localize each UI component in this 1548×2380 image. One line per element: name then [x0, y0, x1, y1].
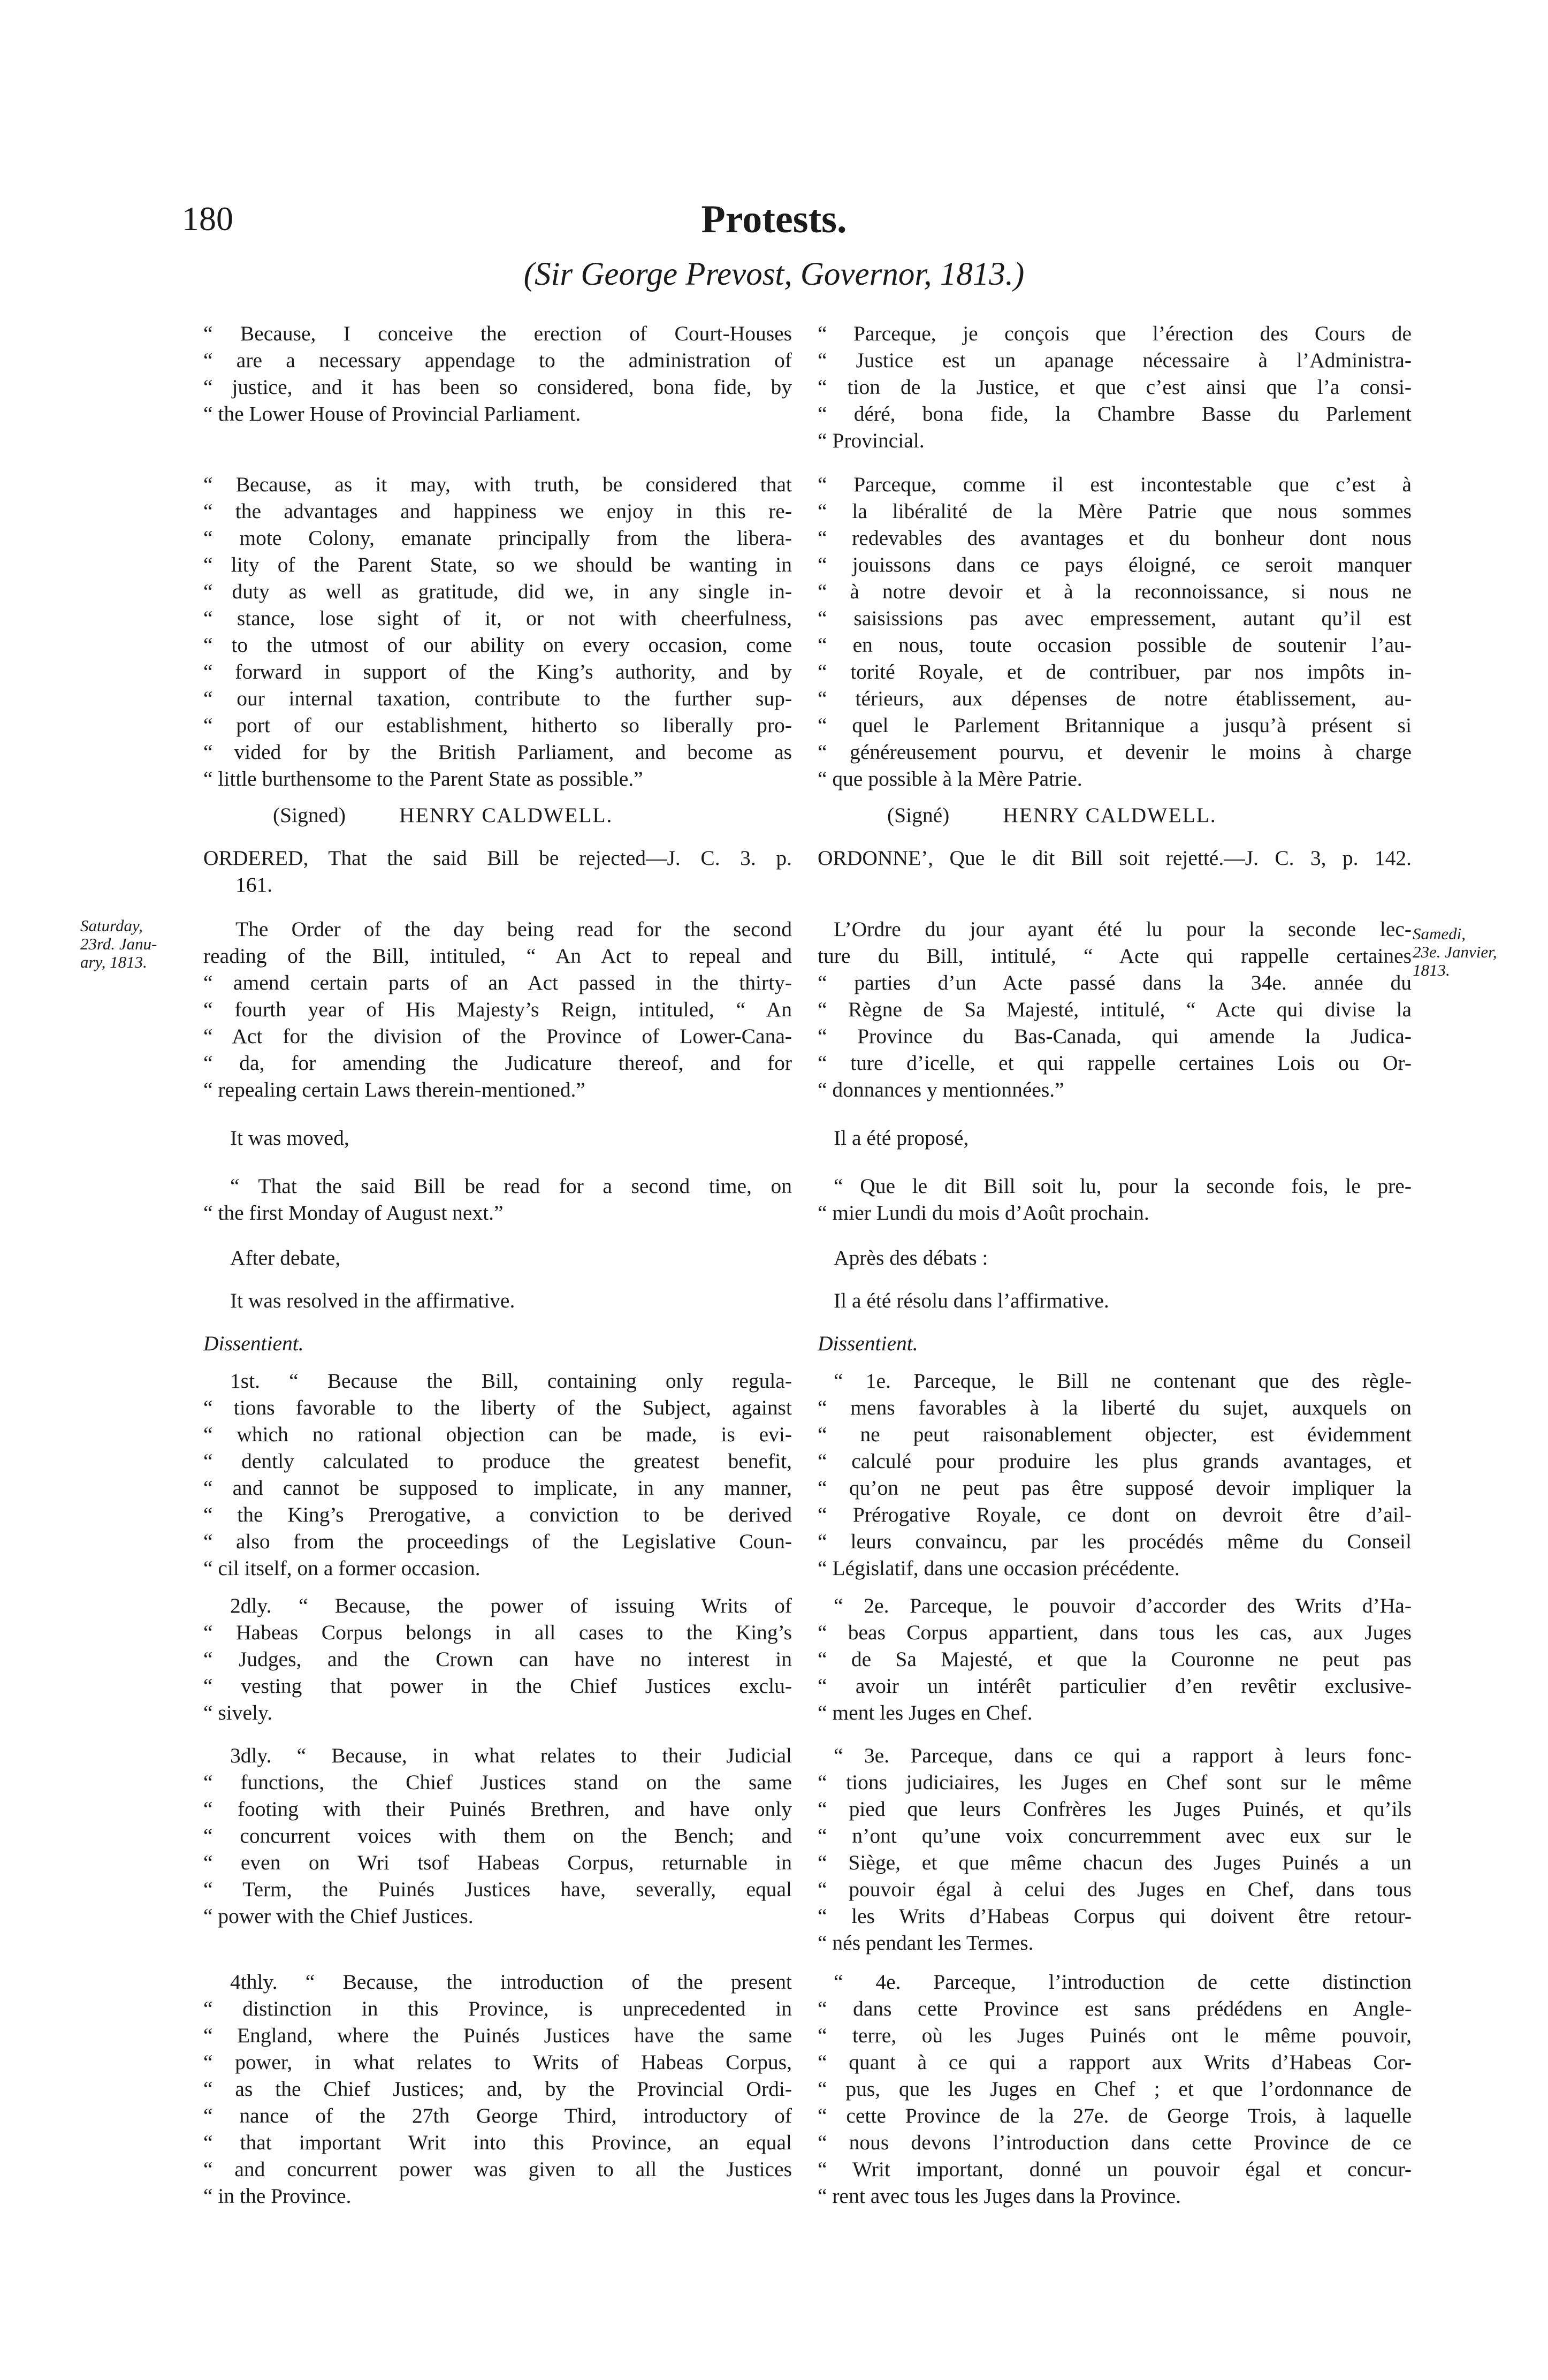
text-line: “ en nous, toute occasion possible de soutenir l’au- — [818, 633, 1412, 657]
text-line: “ la libéralité de la Mère Patrie que nous sommes — [818, 499, 1412, 523]
signatory-name: HENRY CALDWELL. — [1003, 803, 1217, 827]
text-line: “ and concurrent power was given to all the Justices — [203, 2157, 792, 2181]
french-reason-first — [818, 1367, 1412, 1581]
text-line: “ pied que leurs Confrères les Juges Puinés, et qu’ils — [818, 1797, 1412, 1821]
french-column — [818, 320, 1412, 2208]
text-line: “ Prérogative Royale, ce dont on devroit être d’ail- — [818, 1503, 1412, 1526]
text-line: “ That the said Bill be read for a second time, on — [230, 1174, 792, 1198]
french-order-of-day — [818, 916, 1412, 1103]
text-line: “ Parceque, comme il est incontestable que c’est à — [818, 473, 1412, 496]
text-line: “ tions favorable to the liberty of the Subject, against — [203, 1396, 792, 1419]
text-line: “ saisissions pas avec empressement, autant qu’il est — [818, 606, 1412, 630]
text-line: “ vesting that power in the Chief Justices exclu- — [203, 1674, 792, 1698]
text-line: 1st. “ Because the Bill, containing only regula- — [230, 1369, 792, 1393]
text-line: “ n’ont qu’une voix concurremment avec eux sur le — [818, 1824, 1412, 1847]
text-line: “ are a necessary appendage to the administration of — [203, 348, 792, 372]
text-line: 4thly. “ Because, the introduction of the present — [230, 1970, 792, 1994]
text-line: “ Judges, and the Crown can have no interest in — [203, 1647, 792, 1671]
text-line: “ Act for the division of the Province of Lower-Cana- — [203, 1024, 792, 1048]
french-ordered — [818, 845, 1412, 871]
french-signature — [818, 802, 1412, 828]
english-moved: It was moved, — [230, 1126, 349, 1150]
text-line: “ quel le Parlement Britannique a jusqu’à présent si — [818, 713, 1412, 737]
text-line: “ 2e. Parceque, le pouvoir d’accorder des Writs d’Ha- — [834, 1594, 1412, 1617]
text-line: ORDERED, That the said Bill be rejected—J. C. 3. p. — [203, 846, 792, 870]
text-line: “ Que le dit Bill soit lu, pour la seconde fois, le pre- — [834, 1174, 1412, 1198]
text-line: “ mens favorables à la liberté du sujet, auxquels on — [818, 1396, 1412, 1419]
running-head: Protests. — [701, 197, 847, 241]
text-line: “ déré, bona fide, la Chambre Basse du Parlement — [818, 402, 1412, 425]
text-line: “ généreusement pourvu, et devenir le moins à charge — [818, 740, 1412, 764]
text-line: “ Parceque, je conçois que l’érection des Cours de — [818, 322, 1412, 345]
text-line: “ lity of the Parent State, so we should be wanting in — [203, 553, 792, 576]
text-line: “ quant à ce qui a rapport aux Writs d’Habeas Cor- — [818, 2050, 1412, 2074]
text-line: “ Because, as it may, with truth, be considered that — [203, 473, 792, 496]
english-debate: After debate, — [230, 1246, 341, 1269]
text-line: “ power, in what relates to Writs of Habeas Corpus, — [203, 2050, 792, 2074]
french-motion — [818, 1173, 1412, 1226]
text-line: The Order of the day being read for the second — [235, 917, 792, 941]
french-dissentient: Dissentient. — [818, 1332, 918, 1355]
text-line: “ Because, I conceive the erection of Court-Houses — [203, 322, 792, 345]
text-line: “ in the Province. — [203, 2184, 352, 2208]
text-line: “ justice, and it has been so considered, bona fide, by — [203, 375, 792, 399]
text-line: “ donnances y mentionnées.” — [818, 1078, 1064, 1101]
text-line: ORDONNE’, Que le dit Bill soit rejetté.—J. C. 3, p. 142. — [818, 846, 1412, 870]
page-number: 180 — [182, 200, 233, 238]
text-line: “ nés pendant les Termes. — [818, 1931, 1034, 1955]
text-line: “ Habeas Corpus belongs in all cases to the King’s — [203, 1621, 792, 1644]
text-line: “ 3e. Parceque, dans ce qui a rapport à leurs fonc- — [834, 1744, 1412, 1767]
text-line: “ da, for amending the Judicature thereof, and for — [203, 1051, 792, 1075]
english-paragraph-court-houses — [203, 320, 792, 427]
text-line: “ à notre devoir et à la reconnoissance, si nous ne — [818, 580, 1412, 603]
text-line: “ ture d’icelle, et qui rappelle certaines Lois ou Or- — [818, 1051, 1412, 1075]
text-line: “ the first Monday of August next.” — [203, 1201, 504, 1225]
text-line: “ mier Lundi du mois d’Août prochain. — [818, 1201, 1149, 1225]
text-line: “ even on Wri tsof Habeas Corpus, returnable in — [203, 1851, 792, 1874]
text-line: “ Justice est un apanage nécessaire à l’Administra- — [818, 348, 1412, 372]
text-line: “ stance, lose sight of it, or not with cheerfulness, — [203, 606, 792, 630]
margin-note-line: 1813. — [1413, 961, 1450, 979]
text-line: “ pus, que les Juges en Chef ; et que l’ordonnance de — [818, 2077, 1412, 2101]
french-moved: Il a été proposé, — [834, 1126, 969, 1150]
text-line: “ power with the Chief Justices. — [203, 1904, 474, 1928]
margin-note-line: 23e. Janvier, — [1413, 942, 1497, 961]
text-line: “ pouvoir égal à celui des Juges en Chef, dans tous — [818, 1877, 1412, 1901]
text-line: 161. — [235, 873, 273, 896]
french-resolved: Il a été résolu dans l’affirmative. — [834, 1289, 1109, 1312]
french-reason-third — [818, 1742, 1412, 1956]
text-line: “ that important Writ into this Province, an equal — [203, 2131, 792, 2154]
french-paragraph-court-houses — [818, 320, 1412, 454]
english-reason-first — [203, 1367, 792, 1581]
text-line: “ sively. — [203, 1701, 273, 1724]
margin-note-french — [1413, 925, 1546, 979]
text-line: “ cil itself, on a former occasion. — [203, 1556, 481, 1580]
text-line: “ Siège, et que même chacun des Juges Puinés a un — [818, 1851, 1412, 1874]
text-line: “ which no rational objection can be made, is evi- — [203, 1423, 792, 1446]
text-line: “ Provincial. — [818, 429, 925, 452]
text-line: “ and cannot be supposed to implicate, in any manner, — [203, 1476, 792, 1500]
text-line: “ the Lower House of Provincial Parliament. — [203, 402, 581, 425]
text-line: “ de Sa Majesté, et que la Couronne ne peut pas — [818, 1647, 1412, 1671]
text-line: “ 4e. Parceque, l’introduction de cette distinction — [834, 1970, 1412, 1994]
margin-note-line: 23rd. Janu- — [80, 934, 157, 953]
text-line: “ ne peut raisonablement objecter, est évidemment — [818, 1423, 1412, 1446]
text-line: “ tions judiciaires, les Juges en Chef sont sur le même — [818, 1770, 1412, 1794]
signed-label: (Signé) — [887, 803, 950, 827]
french-debate: Après des débats : — [834, 1246, 988, 1269]
text-line: “ dans cette Province est sans prédédens en Angle- — [818, 1997, 1412, 2020]
english-dissentient: Dissentient. — [203, 1332, 304, 1355]
text-line: “ nance of the 27th George Third, introductory of — [203, 2104, 792, 2127]
text-line: “ tion de la Justice, et que c’est ainsi que l’a consi- — [818, 375, 1412, 399]
text-line: “ as the Chief Justices; and, by the Provincial Ordi- — [203, 2077, 792, 2101]
text-line: “ distinction in this Province, is unprecedented in — [203, 1997, 792, 2020]
text-line: “ Législatif, dans une occasion précédente. — [818, 1556, 1180, 1580]
text-line: “ cette Province de la 27e. de George Trois, à laquelle — [818, 2104, 1412, 2127]
text-line: “ Writ important, donné un pouvoir égal et concur- — [818, 2157, 1412, 2181]
text-line: “ Règne de Sa Majesté, intitulé, “ Acte qui divise la — [818, 998, 1412, 1021]
text-line: “ duty as well as gratitude, did we, in any single in- — [203, 580, 792, 603]
text-line: “ port of our establishment, hitherto so liberally pro- — [203, 713, 792, 737]
text-line: L’Ordre du jour ayant été lu pour la seconde lec- — [834, 917, 1412, 941]
french-reason-fourth — [818, 1968, 1412, 2209]
margin-note-line: ary, 1813. — [80, 953, 147, 971]
text-line: “ England, where the Puinés Justices have the same — [203, 2024, 792, 2047]
text-line: “ functions, the Chief Justices stand on the same — [203, 1770, 792, 1794]
text-line: “ rent avec tous les Juges dans la Province. — [818, 2184, 1181, 2208]
text-line: “ qu’on ne peut pas être supposé devoir impliquer la — [818, 1476, 1412, 1500]
text-line: “ jouissons dans ce pays éloigné, ce seroit manquer — [818, 553, 1412, 576]
text-line: “ calculé pour produire les plus grands avantages, et — [818, 1449, 1412, 1473]
signed-label: (Signed) — [273, 803, 346, 827]
text-line: reading of the Bill, intituled, “ An Act to repeal and — [203, 944, 792, 968]
text-line: 2dly. “ Because, the power of issuing Writs of — [230, 1594, 792, 1617]
text-line: “ footing with their Puinés Brethren, and have only — [203, 1797, 792, 1821]
text-line: “ repealing certain Laws therein-mentioned.” — [203, 1078, 585, 1101]
english-signature — [203, 802, 792, 828]
text-line: “ que possible à la Mère Patrie. — [818, 767, 1082, 790]
text-line: ture du Bill, intitulé, “ Acte qui rappelle certaines — [818, 944, 1412, 968]
text-line: “ little burthensome to the Parent State as possible.” — [203, 767, 643, 790]
english-reason-third — [203, 1742, 792, 1929]
english-reason-second — [203, 1592, 792, 1726]
text-line: “ our internal taxation, contribute to the further sup- — [203, 687, 792, 710]
english-order-of-day — [203, 916, 792, 1103]
text-line: “ 1e. Parceque, le Bill ne contenant que des règle- — [834, 1369, 1412, 1393]
text-line: “ concurrent voices with them on the Bench; and — [203, 1824, 792, 1847]
subheading: (Sir George Prevost, Governor, 1813.) — [523, 256, 1025, 292]
french-reason-second — [818, 1592, 1412, 1726]
text-line: “ ment les Juges en Chef. — [818, 1701, 1033, 1724]
text-line: “ les Writs d’Habeas Corpus qui doivent être retour- — [818, 1904, 1412, 1928]
english-paragraph-parent-state — [203, 471, 792, 792]
english-motion — [203, 1173, 792, 1226]
text-line: “ mote Colony, emanate principally from the libera- — [203, 526, 792, 550]
text-line: 3dly. “ Because, in what relates to their Judicial — [230, 1744, 792, 1767]
text-line: “ the advantages and happiness we enjoy in this re- — [203, 499, 792, 523]
text-line: “ beas Corpus appartient, dans tous les cas, aux Juges — [818, 1621, 1412, 1644]
text-line: “ torité Royale, et de contribuer, par nos impôts in- — [818, 660, 1412, 683]
text-line: “ to the utmost of our ability on every occasion, come — [203, 633, 792, 657]
text-line: “ forward in support of the King’s authority, and by — [203, 660, 792, 683]
text-line: “ redevables des avantages et du bonheur dont nous — [818, 526, 1412, 550]
margin-note-english — [80, 917, 171, 971]
french-paragraph-parent-state — [818, 471, 1412, 792]
margin-note-line: Samedi, — [1413, 924, 1466, 943]
text-line: “ nous devons l’introduction dans cette Province de ce — [818, 2131, 1412, 2154]
english-ordered — [203, 845, 792, 898]
text-line: “ leurs convaincu, par les procédés même du Conseil — [818, 1530, 1412, 1553]
text-line: “ terre, où les Juges Puinés ont le même pouvoir, — [818, 2024, 1412, 2047]
text-line: “ avoir un intérêt particulier d’en revêtir exclusive- — [818, 1674, 1412, 1698]
text-line: “ the King’s Prerogative, a conviction to be derived — [203, 1503, 792, 1526]
text-line: “ amend certain parts of an Act passed in the thirty- — [203, 971, 792, 994]
text-line: “ vided for by the British Parliament, and become as — [203, 740, 792, 764]
english-column — [203, 320, 792, 2208]
margin-note-line: Saturday, — [80, 916, 143, 935]
english-resolved: It was resolved in the affirmative. — [230, 1289, 515, 1312]
text-line: “ térieurs, aux dépenses de notre établissement, au- — [818, 687, 1412, 710]
text-line: “ also from the proceedings of the Legislative Coun- — [203, 1530, 792, 1553]
text-line: “ dently calculated to produce the greatest benefit, — [203, 1449, 792, 1473]
english-reason-fourth — [203, 1968, 792, 2209]
text-line: “ fourth year of His Majesty’s Reign, intituled, “ An — [203, 998, 792, 1021]
signatory-name: HENRY CALDWELL. — [399, 803, 613, 827]
text-line: “ Term, the Puinés Justices have, severally, equal — [203, 1877, 792, 1901]
text-line: “ parties d’un Acte passé dans la 34e. année du — [818, 971, 1412, 994]
text-line: “ Province du Bas-Canada, qui amende la Judica- — [818, 1024, 1412, 1048]
